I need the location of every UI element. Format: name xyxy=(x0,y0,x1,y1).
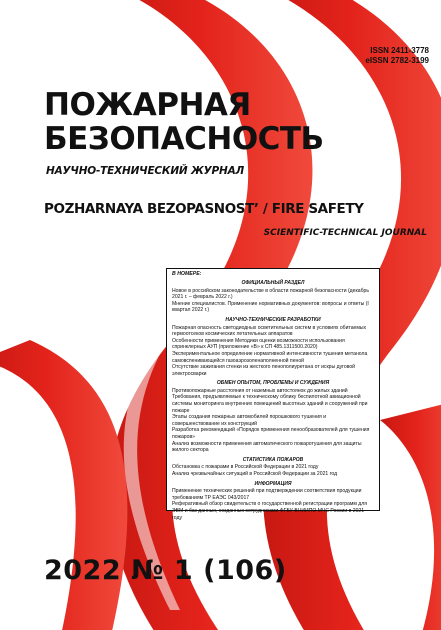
contents-item: Экспериментальное определение нормативной интенсивности тушения метанола самовспенивающейся газоаэрозоленаполненной пеной xyxy=(172,350,368,364)
contents-item: Пожарная опасность светодиодных осветительных систем в условиях обитаемых гермоотсеков космических летательных аппаратов xyxy=(172,324,367,338)
contents-item: Разработка рекомендаций «Порядок применения пенообразователей для тушения пожаров» xyxy=(172,427,370,441)
issn-block xyxy=(365,46,429,66)
contents-item: Реферативный обзор свидетельств о государственной регистрации программ для ЭВМ и баз данных, созданных сотрудниками ФГБУ ВНИИПО МЧС России в 2021 году xyxy=(172,501,367,521)
contents-item: Анализ возможности применения автоматического пожаротушения для защиты жилого сектора xyxy=(172,440,362,454)
contents-item: Новое в российском законодательстве в области пожарной безопасности (декабрь 2021 г. – февраль 2022 г.) xyxy=(172,287,370,301)
section-title: СТАТИСТИКА ПОЖАРОВ xyxy=(242,456,304,463)
contents-item: Обстановка с пожарами в Российской Федерации в 2021 году xyxy=(172,464,319,471)
journal-title-ru xyxy=(44,88,324,156)
contents-item: Противопожарные расстояния от наземных автостоянок до жилых зданий xyxy=(172,387,348,394)
table-of-contents xyxy=(166,268,380,521)
contents-item: Анализ чрезвычайных ситуаций в Российской Федерации за 2021 год xyxy=(172,470,338,477)
issn-online: eISSN 2782-3199 xyxy=(365,56,429,65)
contents-item: Отсутствие зажигания стенки из жесткого пенополиуретана от искры дуговой электросварки xyxy=(172,364,356,377)
issue-number: 2022 № 1 (106) xyxy=(44,555,287,586)
journal-subtitle-en: SCIENTIFIC-TECHNICAL JOURNAL xyxy=(263,228,427,238)
section-title: НАУЧНО-ТЕХНИЧЕСКИЕ РАЗРАБОТКИ xyxy=(225,317,321,324)
contents-item: Этапы создания пожарных автомобилей порошкового тушения и совершенствование их конструкций xyxy=(172,414,327,427)
journal-subtitle-ru: НАУЧНО-ТЕХНИЧЕСКИЙ ЖУРНАЛ xyxy=(46,165,245,177)
contents-item: Требования, предъявляемые к техническому облику беспилотной авиационной системы мониторинга внутренних помещений высотных зданий и сооружений при пожаре xyxy=(172,394,368,414)
contents-heading: В НОМЕРЕ: xyxy=(172,271,202,277)
journal-title-en: POZHARNAYA BEZOPASNOST’ / FIRE SAFETY xyxy=(44,201,364,217)
section-title: ИНФОРМАЦИЯ xyxy=(254,480,292,487)
issn-print: ISSN 2411-3778 xyxy=(370,46,429,55)
contents-item: Мнение специалистов. Применение нормативных документов: вопросы и ответы (I квартал 2022 г.) xyxy=(172,300,369,314)
contents-item: Особенности применения Методики оценки возможности использования спринклерных АУП (приложение «В» к СП 485.1311500.2020) xyxy=(172,337,345,351)
title-ru-line2: БЕЗОПАСНОСТЬ xyxy=(44,121,324,157)
title-ru-line1: ПОЖАРНАЯ xyxy=(44,87,251,123)
contents-item: Применение технических решений при подтверждении соответствия продукции требованиям ТР ЕАЭС 043/2017 xyxy=(172,488,362,501)
section-title: ОБМЕН ОПЫТОМ, ПРОБЛЕМЫ И СУЖДЕНИЯ xyxy=(216,380,330,387)
section-title: ОФИЦИАЛЬНЫЙ РАЗДЕЛ xyxy=(241,280,305,287)
